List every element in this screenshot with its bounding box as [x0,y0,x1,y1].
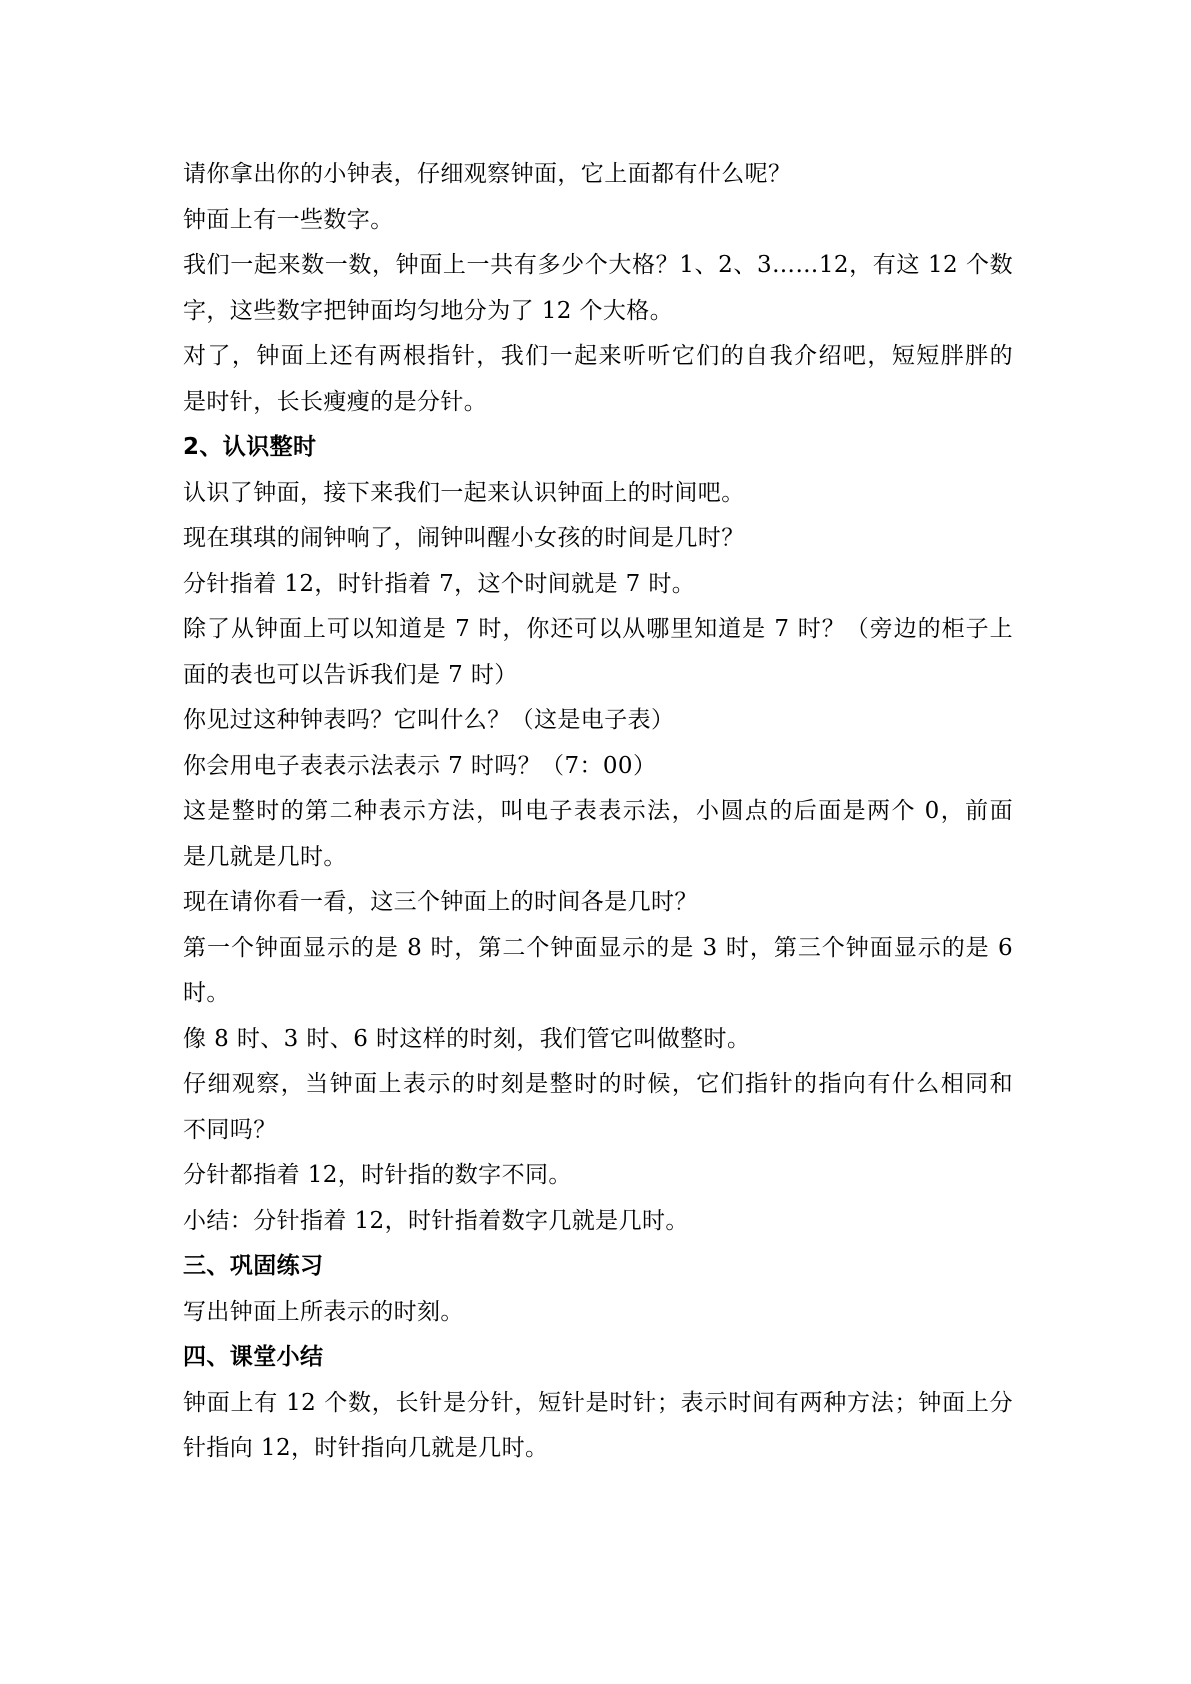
text-line: 是几就是几时。 [183,843,347,870]
text-line: 分针指着 12，时针指着 7，这个时间就是 7 时。 [183,570,696,597]
text-line: 我们一起来数一数，钟面上一共有多少个大格？1、2、3……12，有这 12 个数 [183,252,1013,278]
text-line: 你见过这种钟表吗？它叫什么？（这是电子表） [183,707,675,733]
text-line: 钟面上有一些数字。 [183,206,394,233]
text-line: 对了，钟面上还有两根指针，我们一起来听听它们的自我介绍吧，短短胖胖的 [183,343,1013,369]
section-heading: 四、课堂小结 [183,1344,324,1370]
text-line: 这是整时的第二种表示方法，叫电子表表示法，小圆点的后面是两个 0，前面 [183,798,1013,824]
text-line: 像 8 时、3 时、6 时这样的时刻，我们管它叫做整时。 [183,1025,751,1052]
text-line: 认识了钟面，接下来我们一起来认识钟面上的时间吧。 [183,479,745,506]
text-line: 面的表也可以告诉我们是 7 时） [183,661,518,688]
text-line: 是时针，长长瘦瘦的是分针。 [183,388,488,415]
document-page [183,152,1013,1472]
section-heading: 三、巩固练习 [183,1253,324,1279]
text-line: 分针都指着 12，时针指的数字不同。 [183,1162,572,1188]
text-line: 不同吗？ [183,1116,277,1143]
text-line: 针指向 12，时针指向几就是几时。 [183,1435,549,1461]
text-line: 字，这些数字把钟面均匀地分为了 12 个大格。 [183,297,674,324]
text-line: 写出钟面上所表示的时刻。 [183,1298,464,1325]
text-line: 仔细观察，当钟面上表示的时刻是整时的时候，它们指针的指向有什么相同和 [183,1071,1013,1097]
section-heading: 2、认识整时 [183,434,317,460]
text-line: 你会用电子表表示法表示 7 时吗？（7：00） [183,752,657,779]
text-line: 第一个钟面显示的是 8 时，第二个钟面显示的是 3 时，第三个钟面显示的是 6 [183,934,1013,961]
text-line: 小结：分针指着 12，时针指着数字几就是几时。 [183,1207,689,1234]
text-line: 请你拿出你的小钟表，仔细观察钟面，它上面都有什么呢？ [183,161,792,187]
text-line: 时。 [183,980,230,1006]
text-line: 除了从钟面上可以知道是 7 时，你还可以从哪里知道是 7 时？（旁边的柜子上 [183,616,1013,642]
text-line: 现在请你看一看，这三个钟面上的时间各是几时？ [183,889,698,915]
text-line: 钟面上有 12 个数，长针是分针，短针是时针；表示时间有两种方法；钟面上分 [183,1389,1013,1416]
text-line: 现在琪琪的闹钟响了，闹钟叫醒小女孩的时间是几时？ [183,525,745,551]
